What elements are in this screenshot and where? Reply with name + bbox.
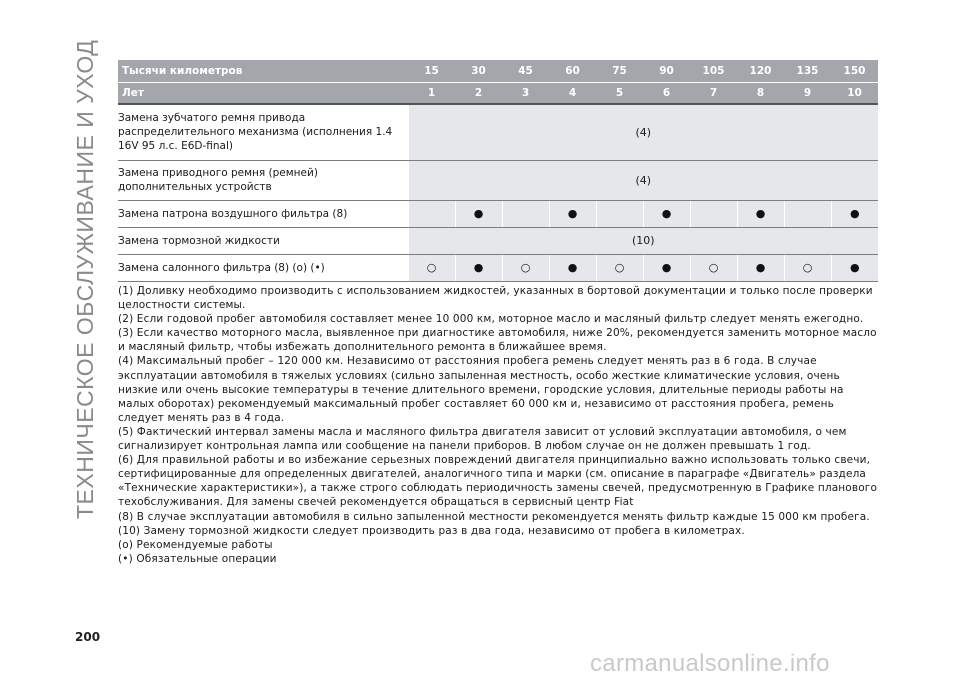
header-km-cell: 150 [831, 60, 878, 82]
table-row [118, 227, 878, 254]
row-label-cabin-filter: Замена салонного фильтра (8) (o) (•) [118, 254, 408, 281]
footnote: (8) В случае эксплуатации автомобиля в сильно запыленной местности рекомендуется менять фильтр каждые 15 000 км пробега. [118, 510, 870, 523]
schedule-mark: ● [831, 200, 878, 227]
row-label-accessory-belt: Замена приводного ремня (ремней) дополнительных устройств [118, 160, 408, 200]
schedule-mark [690, 200, 737, 227]
page-number: 200 [75, 630, 101, 644]
schedule-mark: ● [455, 200, 502, 227]
table-row [118, 160, 878, 200]
side-section-title: ТЕХНИЧЕСКОЕ ОБСЛУЖИВАНИЕ И УХОД [72, 40, 98, 520]
header-year-cell: 4 [549, 82, 596, 104]
row-label-air-filter: Замена патрона воздушного фильтра (8) [118, 200, 408, 227]
footnote: (10) Замену тормозной жидкости следует производить раз в два года, независимо от пробега в километрах. [118, 524, 745, 537]
schedule-mark: ● [831, 254, 878, 281]
schedule-mark [596, 200, 643, 227]
header-year-cell: 5 [596, 82, 643, 104]
header-year-cell: 10 [831, 82, 878, 104]
row-span-note: (10) [408, 227, 878, 254]
schedule-mark: ● [455, 254, 502, 281]
table-row [118, 200, 878, 227]
header-year-cell: 6 [643, 82, 690, 104]
schedule-mark [502, 200, 549, 227]
watermark: carmanualsonline.info [590, 650, 830, 677]
footnote: (3) Если качество моторного масла, выявленное при диагностике автомобиля, ниже 20%, рекомендуется заменить моторное масло и масляный фильтр, чтобы избежать дополнительного ремонта в ближайшее время. [118, 327, 877, 354]
footnote: (•) Обязательные операции [118, 552, 277, 565]
header-year-cell: 8 [737, 82, 784, 104]
footnote: (o) Рекомендуемые работы [118, 538, 273, 551]
schedule-mark: ○ [690, 254, 737, 281]
row-label-timing-belt: Замена зубчатого ремня привода распределительного механизма (исполнения 1.4 16V 95 л.с. E6D-final) [118, 104, 408, 160]
table-row [118, 254, 878, 281]
header-year-cell: 9 [784, 82, 831, 104]
header-km-label: Тысячи километров [118, 60, 408, 82]
header-km-cell: 45 [502, 60, 549, 82]
schedule-mark [784, 200, 831, 227]
maintenance-schedule-table [118, 60, 878, 282]
header-row-years [118, 82, 878, 104]
header-km-cell: 75 [596, 60, 643, 82]
footnote: (4) Максимальный пробег – 120 000 км. Независимо от расстояния пробега ремень следует менять раз в 6 года. В случае эксплуатации автомобиля в тяжелых условиях (сильно запыленная местность, особо жесткие климатические условия, очень низкие или очень высокие температуры в течение длительного времени, городские условия, длительные периоды работы на малых оборотах) рекомендуемый максимальный пробег составляет 60 000 км и, независимо от расстояния пробега, ремень следует менять раз в 4 года. [118, 355, 844, 424]
header-year-cell: 7 [690, 82, 737, 104]
header-km-cell: 120 [737, 60, 784, 82]
schedule-mark: ● [737, 254, 784, 281]
footnote: (6) Для правильной работы и во избежание серьезных повреждений двигателя принципиально важно использовать только свечи, сертифицированные для определенных двигателей, аналогичного типа и марки (см. описание в параграфе «Двигатель» раздела «Технические характеристики»), а также строго соблюдать периодичность замены свечей, предусмотренную в Графике планового техобслуживания. Для замены свечей рекомендуется обращаться в сервисный центр Fiat [118, 454, 878, 509]
header-years-label: Лет [118, 82, 408, 104]
footnote: (5) Фактический интервал замены масла и масляного фильтра двигателя зависит от условий эксплуатации автомобиля, о чем сигнализирует контрольная лампа или сообщение на панели приборов. В любом случае он не должен превышать 1 год. [118, 425, 847, 453]
schedule-mark: ● [737, 200, 784, 227]
schedule-mark: ● [643, 254, 690, 281]
header-km-cell: 60 [549, 60, 596, 82]
schedule-mark: ○ [784, 254, 831, 281]
schedule-mark [408, 200, 455, 227]
schedule-mark: ○ [596, 254, 643, 281]
header-km-cell: 15 [408, 60, 455, 82]
header-km-cell: 105 [690, 60, 737, 82]
schedule-mark: ● [549, 254, 596, 281]
footnote: (1) Доливку необходимо производить с использованием жидкостей, указанных в бортовой документации и только после проверки целостности системы. [118, 285, 873, 312]
schedule-mark: ○ [502, 254, 549, 281]
row-span-note: (4) [408, 104, 878, 160]
header-km-cell: 90 [643, 60, 690, 82]
row-span-note: (4) [408, 160, 878, 200]
footnotes [118, 284, 878, 566]
header-year-cell: 2 [455, 82, 502, 104]
table-row [118, 104, 878, 160]
header-year-cell: 3 [502, 82, 549, 104]
row-label-brake-fluid: Замена тормозной жидкости [118, 227, 408, 254]
schedule-mark: ○ [408, 254, 455, 281]
schedule-mark: ● [549, 200, 596, 227]
header-row-km [118, 60, 878, 82]
schedule-mark: ● [643, 200, 690, 227]
header-km-cell: 30 [455, 60, 502, 82]
footnote: (2) Если годовой пробег автомобиля составляет менее 10 000 км, моторное масло и масляный фильтр следует менять ежегодно. [118, 313, 864, 326]
header-km-cell: 135 [784, 60, 831, 82]
header-year-cell: 1 [408, 82, 455, 104]
